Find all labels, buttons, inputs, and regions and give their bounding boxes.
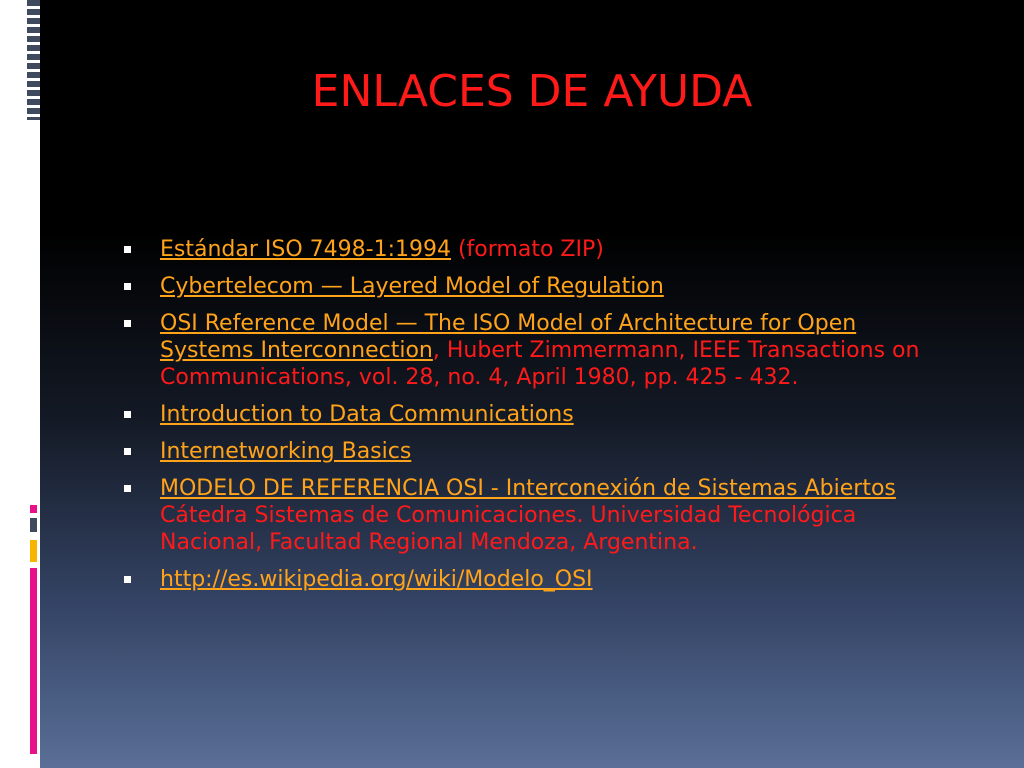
- list-item: [120, 236, 940, 263]
- square-bullet-icon: [124, 283, 131, 290]
- square-bullet-icon: [124, 576, 131, 583]
- square-bullet-icon: [124, 246, 131, 253]
- data-communications-link[interactable]: Introduction to Data Communications: [160, 402, 574, 427]
- cybertelecom-link[interactable]: Cybertelecom — Layered Model of Regulation: [160, 274, 664, 299]
- top-decorative-stripes: [27, 0, 40, 120]
- list-item: [120, 475, 940, 556]
- osi-reference-model-link[interactable]: OSI Reference Model — The ISO Model of Architecture for Open Systems Interconnection: [160, 311, 857, 363]
- item-description: , Hubert Zimmermann, IEEE Transactions on Communications, vol. 28, no. 4, April 1980, pp. 425 - 432.: [160, 338, 920, 390]
- square-bullet-icon: [124, 411, 131, 418]
- internetworking-basics-link[interactable]: Internetworking Basics: [160, 439, 412, 464]
- yellow-accent-bar: [30, 540, 37, 562]
- list-item: [120, 310, 940, 391]
- item-description: (formato ZIP): [450, 237, 604, 262]
- gray-accent-bar: [30, 518, 37, 532]
- slide-title: ENLACES DE AYUDA: [311, 66, 753, 117]
- square-bullet-icon: [124, 485, 131, 492]
- iso-standard-link[interactable]: Estándar ISO 7498-1:1994: [160, 237, 451, 262]
- pink-accent-bar-small: [30, 505, 37, 513]
- list-item: [120, 401, 940, 428]
- square-bullet-icon: [124, 448, 131, 455]
- item-description: Cátedra Sistemas de Comunicaciones. Universidad Tecnológica Nacional, Facultad Regional Mendoza, Argentina.: [160, 503, 857, 555]
- wikipedia-osi-link[interactable]: http://es.wikipedia.org/wiki/Modelo_OSI: [160, 567, 593, 592]
- list-item: [120, 566, 940, 593]
- links-list: [120, 236, 940, 603]
- square-bullet-icon: [124, 320, 131, 327]
- pink-accent-bar-large: [30, 568, 37, 754]
- list-item: [120, 438, 940, 465]
- list-item: [120, 273, 940, 300]
- modelo-osi-link[interactable]: MODELO DE REFERENCIA OSI - Interconexión de Sistemas Abiertos: [160, 476, 896, 501]
